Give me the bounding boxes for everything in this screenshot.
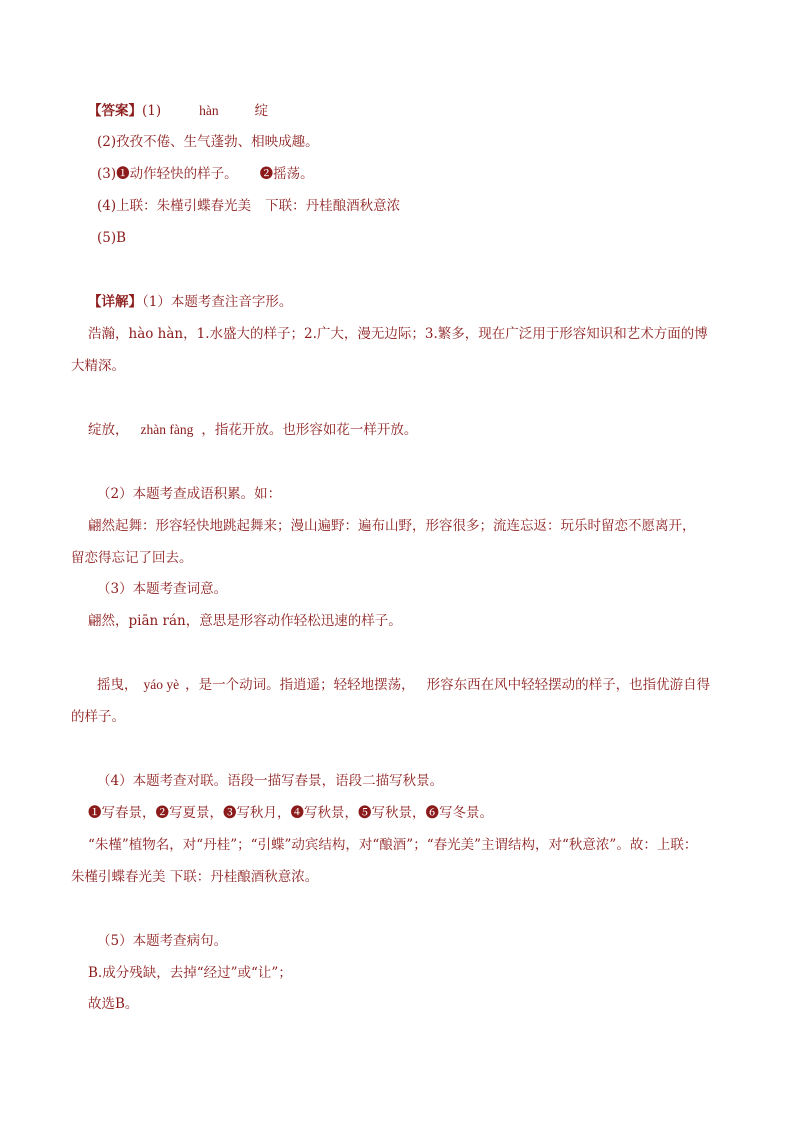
answer-line-1 (88, 101, 268, 121)
detail-yao-pinyin: yáo yè (143, 677, 180, 692)
answer-q4-lower: 下联：丹桂酿酒秋意浓 (265, 198, 401, 214)
detail-zhan-meaning: ，指花开放。也形容如花一样开放。 (201, 422, 418, 438)
detail-p3-yao (97, 675, 710, 695)
detail-p2-line-2: 留恋得忘记了回去。 (71, 550, 193, 566)
detail-yao-meaning-b: 形容东西在风中轻轻摆动的样子，也指优游自得 (426, 677, 711, 693)
detail-p3-line-1: 翩然，piān rán，意思是形容动作轻松迅速的样子。 (88, 613, 402, 629)
answer-q3-part-a: ❶动作轻快的样子。 (116, 166, 238, 182)
answer-q3-number: (3) (97, 166, 117, 182)
detail-p1-title: （1）本题考查注音字形。 (142, 294, 293, 310)
answer-line-3 (97, 164, 314, 184)
detail-p3-title: （3）本题考查词意。 (97, 581, 228, 597)
detail-p5-title: （5）本题考查病句。 (97, 933, 228, 949)
answer-q2: (2)孜孜不倦、生气蓬勃、相映成趣。 (97, 134, 319, 150)
detail-p4-line-1: ❶写春景，❷写夏景，❸写秋月，❹写秋景，❺写秋景，❻写冬景。 (88, 805, 493, 821)
detail-zhan-word: 绽放， (88, 422, 129, 438)
detail-p2-line-1: 翩然起舞：形容轻快地跳起舞来；漫山遍野：遍布山野，形容很多；流连忘返：玩乐时留恋不愿离开， (88, 518, 696, 534)
answer-q5: (5)B (97, 230, 127, 246)
detail-p1-zhan (88, 420, 417, 440)
detail-p1-line-1: 浩瀚，hào hàn，1.水盛大的样子；2.广大，漫无边际；3.繁多，现在广泛用于形容知识和艺术方面的博 (88, 326, 708, 342)
answer-label: 【答案】 (88, 103, 142, 119)
detail-p5-line-1: B.成分残缺，去掉“经过”或“让”； (88, 965, 292, 981)
detail-p4-line-3: 朱槿引蝶春光美 下联：丹桂酿酒秋意浓。 (71, 869, 319, 885)
answer-q1-pinyin: hàn (199, 103, 219, 118)
detail-yao-meaning-a: ，是一个动词。指逍遥；轻轻地摆荡， (185, 677, 415, 693)
answer-q4-upper: (4)上联：朱槿引蝶春光美 (97, 198, 252, 214)
detail-label: 【详解】 (88, 294, 142, 310)
answer-q1-character: 绽 (254, 103, 269, 119)
answer-line-4 (97, 196, 400, 216)
detail-p3-line-3: 的样子。 (71, 709, 125, 725)
answer-q1-number: (1) (142, 103, 162, 119)
answer-q3-part-b: ❷摇荡。 (259, 166, 314, 182)
detail-zhan-pinyin: zhàn fàng (140, 422, 194, 437)
detail-yao-word: 摇曳， (97, 677, 138, 693)
detail-p4-title: （4）本题考查对联。语段一描写春景，语段二描写秋景。 (97, 773, 444, 789)
detail-p5-line-2: 故选B。 (88, 996, 139, 1012)
detail-p4-line-2: “朱槿”植物名，对“丹桂”；“引蝶”动宾结构，对“酿酒”；“春光美”主谓结构，对“秋意浓”。故：上联： (88, 837, 698, 853)
detail-line-title (88, 292, 292, 312)
detail-p1-line-2: 大精深。 (71, 358, 125, 374)
detail-p2-title: （2）本题考查成语积累。如： (97, 486, 282, 502)
